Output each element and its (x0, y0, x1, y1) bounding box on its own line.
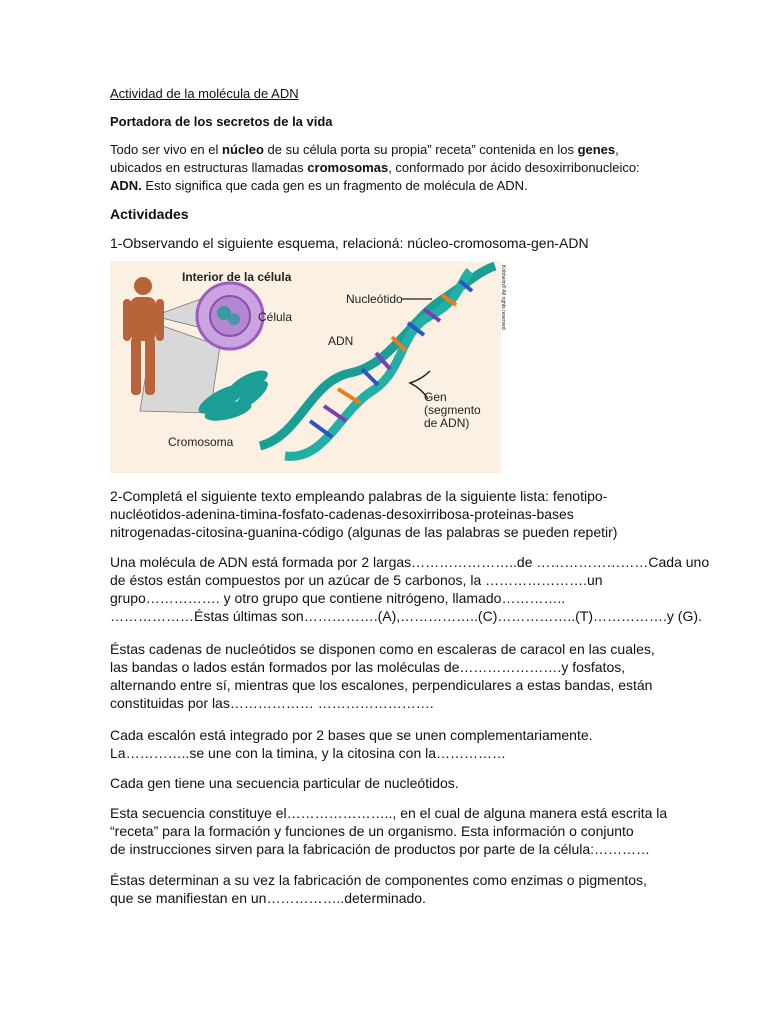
figure-credit: Kobhelm® All rights reserved. (500, 265, 506, 331)
paragraph-3-line-2: La…………..se une con la timina, y la citosina con la…………… (110, 745, 507, 761)
paragraph-2-line-2: las bandas o lados están formados por las moléculas de………………….y fosfatos, (110, 659, 626, 675)
label-dna: ADN (328, 334, 354, 348)
paragraph-5-line-3: de instrucciones sirven para la fabricación de productos por parte de la célula:………… (110, 841, 651, 857)
paragraph-2-line-1: Éstas cadenas de nucleótidos se disponen como en escaleras de caracol en las cuales, (110, 641, 655, 657)
label-nucleotide: Nucleótido (346, 292, 403, 306)
paragraph-1-line-2: de éstos están compuestos por un azúcar de 5 carbonos, la ………………….un (110, 572, 603, 588)
paragraph-1-line-4: ………………Éstas últimas son…………….(A),……………..(C)……………..(T)…………….y (G). (110, 608, 702, 624)
paragraph-2-line-4: constituidas por las……………… ……………………. (110, 695, 434, 711)
paragraph-6-line-1: Éstas determinan a su vez la fabricación de componentes como enzimas o pigmentos, (110, 872, 647, 888)
dna-diagram (110, 261, 506, 473)
paragraph-6-line-2: que se manifiestan en un……………..determinado. (110, 890, 426, 906)
document-subtitle: Portadora de los secretos de la vida (110, 114, 333, 129)
paragraph-2-line-3: alternando entre sí, mientras que los escalones, perpendiculares a estas bandas, están (110, 677, 653, 693)
paragraph-1-line-1: Una molécula de ADN está formada por 2 largas…………………..de ……………………Cada uno (110, 554, 710, 570)
label-chromosome: Cromosoma (168, 435, 234, 449)
document-title: Actividad de la molécula de ADN (110, 86, 299, 101)
intro-line-3: ADN. Esto significa que cada gen es un fragmento de molécula de ADN. (110, 178, 528, 193)
intro-line-1: Todo ser vivo en el núcleo de su célula porta su propia” receta” contenida en los genes, (110, 142, 619, 157)
question-1: 1-Observando el siguiente esquema, relacioná: núcleo-cromosoma-gen-ADN (110, 235, 589, 251)
paragraph-5-line-1: Esta secuencia constituye el………………….., en el cual de alguna manera está escrita la (110, 805, 668, 821)
intro-line-2: ubicados en estructuras llamadas cromosomas, conformado por ácido desoxirribonucleico: (110, 160, 640, 175)
question-2-line-3: nitrogenadas-citosina-guanina-código (algunas de las palabras se pueden repetir) (110, 524, 618, 540)
paragraph-3-line-1: Cada escalón está integrado por 2 bases que se unen complementariamente. (110, 727, 593, 743)
label-gene: Gen (424, 390, 447, 404)
label-gene-3: de ADN) (424, 416, 470, 430)
paragraph-5-line-2: “receta” para la formación y funciones de un organismo. Esta información o conjunto (110, 823, 634, 839)
paragraph-1-line-3: grupo……………. y otro grupo que contiene nitrógeno, llamado………….. (110, 590, 566, 606)
paragraph-4: Cada gen tiene una secuencia particular de nucleótidos. (110, 775, 459, 791)
activities-heading: Actividades (110, 206, 189, 222)
question-2-line-1: 2-Completá el siguiente texto empleando palabras de la siguiente lista: fenotipo- (110, 488, 608, 504)
label-gene-2: (segmento (424, 403, 481, 417)
label-cell: Célula (258, 310, 293, 324)
figure-title: Interior de la célula (182, 270, 292, 284)
question-2-line-2: nucléotidos-adenina-timina-fosfato-cadenas-desoxirribosa-proteinas-bases (110, 506, 574, 522)
dna-diagram-svg (110, 261, 506, 473)
